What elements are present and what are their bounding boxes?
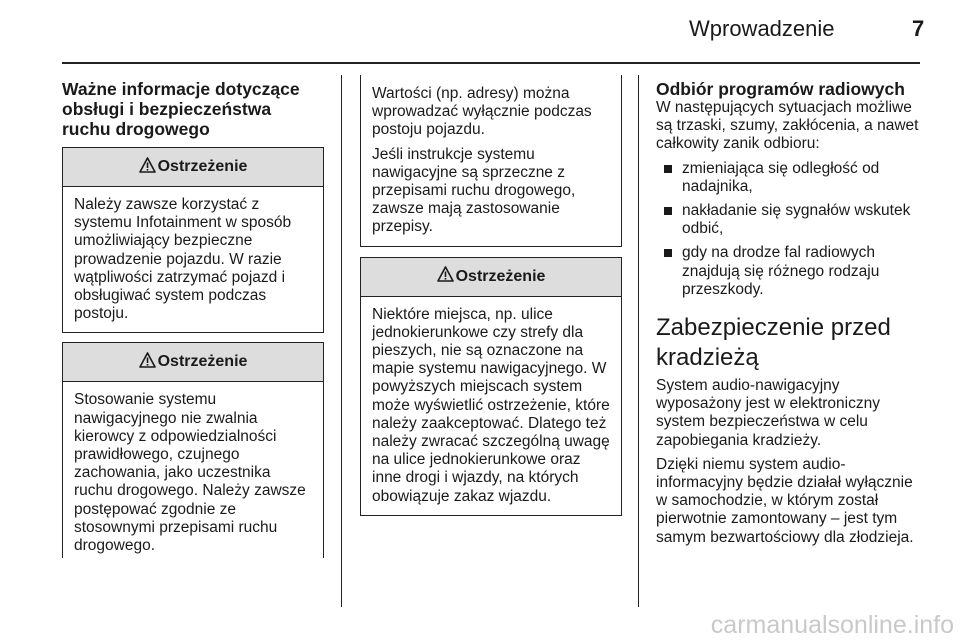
radio-reception-heading: Odbiór programów radiowych	[656, 79, 905, 99]
column-divider-2	[638, 75, 639, 607]
warning-box-3	[360, 257, 622, 516]
warning-box-1	[62, 147, 324, 333]
warning-title: Ostrzeżenie	[157, 353, 248, 371]
column-divider-1	[341, 75, 342, 607]
warning-box-1-continued	[360, 75, 622, 247]
theft-protection-heading: Zabezpieczenie przed kradzieżą	[656, 314, 891, 372]
page-number: 7	[912, 16, 925, 41]
list-item: gdy na drodze fal radiowych znajdują się różnego rodzaju przeszkody.	[656, 244, 924, 299]
warning-triangle-icon	[139, 157, 156, 178]
list-item: nakładanie się sygnałów wskutek odbić,	[656, 202, 924, 238]
warning-title: Ostrzeżenie	[455, 267, 546, 285]
warning-text: Należy zawsze korzystać z systemu Infotainment w sposób umożliwiający bezpieczne prowadzenie pojazdu. W razie wątpliwości zatrzymać pojazd i obsługiwać system podczas postoju.	[74, 196, 292, 323]
warning-triangle-icon	[437, 266, 454, 287]
warning-triangle-icon	[139, 352, 156, 373]
header-rule	[62, 62, 920, 64]
bullet-square-icon	[664, 165, 672, 173]
theft-paragraph: Dzięki niemu system audio-informacyjny będzie działał wyłącznie w samochodzie, w którym został pierwotnie zamontowany – jest tym samym bezwartościowy dla złodzieja.	[656, 455, 914, 546]
continued-paragraph: Jeśli instrukcje systemu nawigacyjne są sprzeczne z przepisami ruchu drogowego, zawsze mają zastosowanie przepisy.	[372, 145, 576, 236]
warning-box-header	[361, 258, 621, 297]
continued-paragraph: Wartości (np. adresy) można wprowadzać wyłącznie podczas postoju pojazdu.	[372, 85, 592, 139]
watermark: carmanualsonline.info	[710, 611, 954, 639]
warning-text: Niektóre miejsca, np. ulice jednokierunkowe czy strefy dla pieszych, nie są oznaczone na mapie systemu nawigacyjnego. W powyższych miejscach system może wyświetlić ostrzeżenie, które należy zaakceptować. Dlatego też należy zwracać szczególną uwagę na ulice jednokierunkowe oraz inne drogi i wjazdy, na których obowiązuje zakaz wjazdu.	[372, 305, 610, 505]
warning-title: Ostrzeżenie	[157, 158, 248, 175]
radio-intro: W następujących sytuacjach możliwe są trzaski, szumy, zakłócenia, a nawet całkowity zanik odbioru:	[656, 99, 919, 153]
running-header-title: Wprowadzenie	[689, 16, 835, 41]
safety-heading: Ważne informacje dotyczące obsługi i bezpieczeństwa ruchu drogowego	[62, 79, 300, 139]
bullet-square-icon	[664, 249, 672, 257]
theft-paragraph: System audio-nawigacyjny wyposażony jest w elektroniczny system bezpieczeństwa w celu zapobiegania kradzieży.	[656, 377, 880, 449]
warning-box-header	[63, 148, 323, 187]
warning-text: Stosowanie systemu nawigacyjnego nie zwalnia kierowcy z odpowiedzialności prawidłowego, czujnego zachowania, jako uczestnika ruchu drogowego. Należy zawsze postępować zgodnie ze stosownymi przepisami ruchu drogowego.	[74, 391, 306, 555]
column-1	[62, 79, 324, 558]
column-3	[656, 79, 924, 547]
bullet-square-icon	[664, 207, 672, 215]
warning-box-2	[62, 342, 324, 558]
list-item: zmieniająca się odległość od nadajnika,	[656, 160, 924, 196]
column-2	[360, 75, 622, 516]
reception-issues-list	[656, 160, 924, 299]
warning-box-header	[63, 343, 323, 382]
